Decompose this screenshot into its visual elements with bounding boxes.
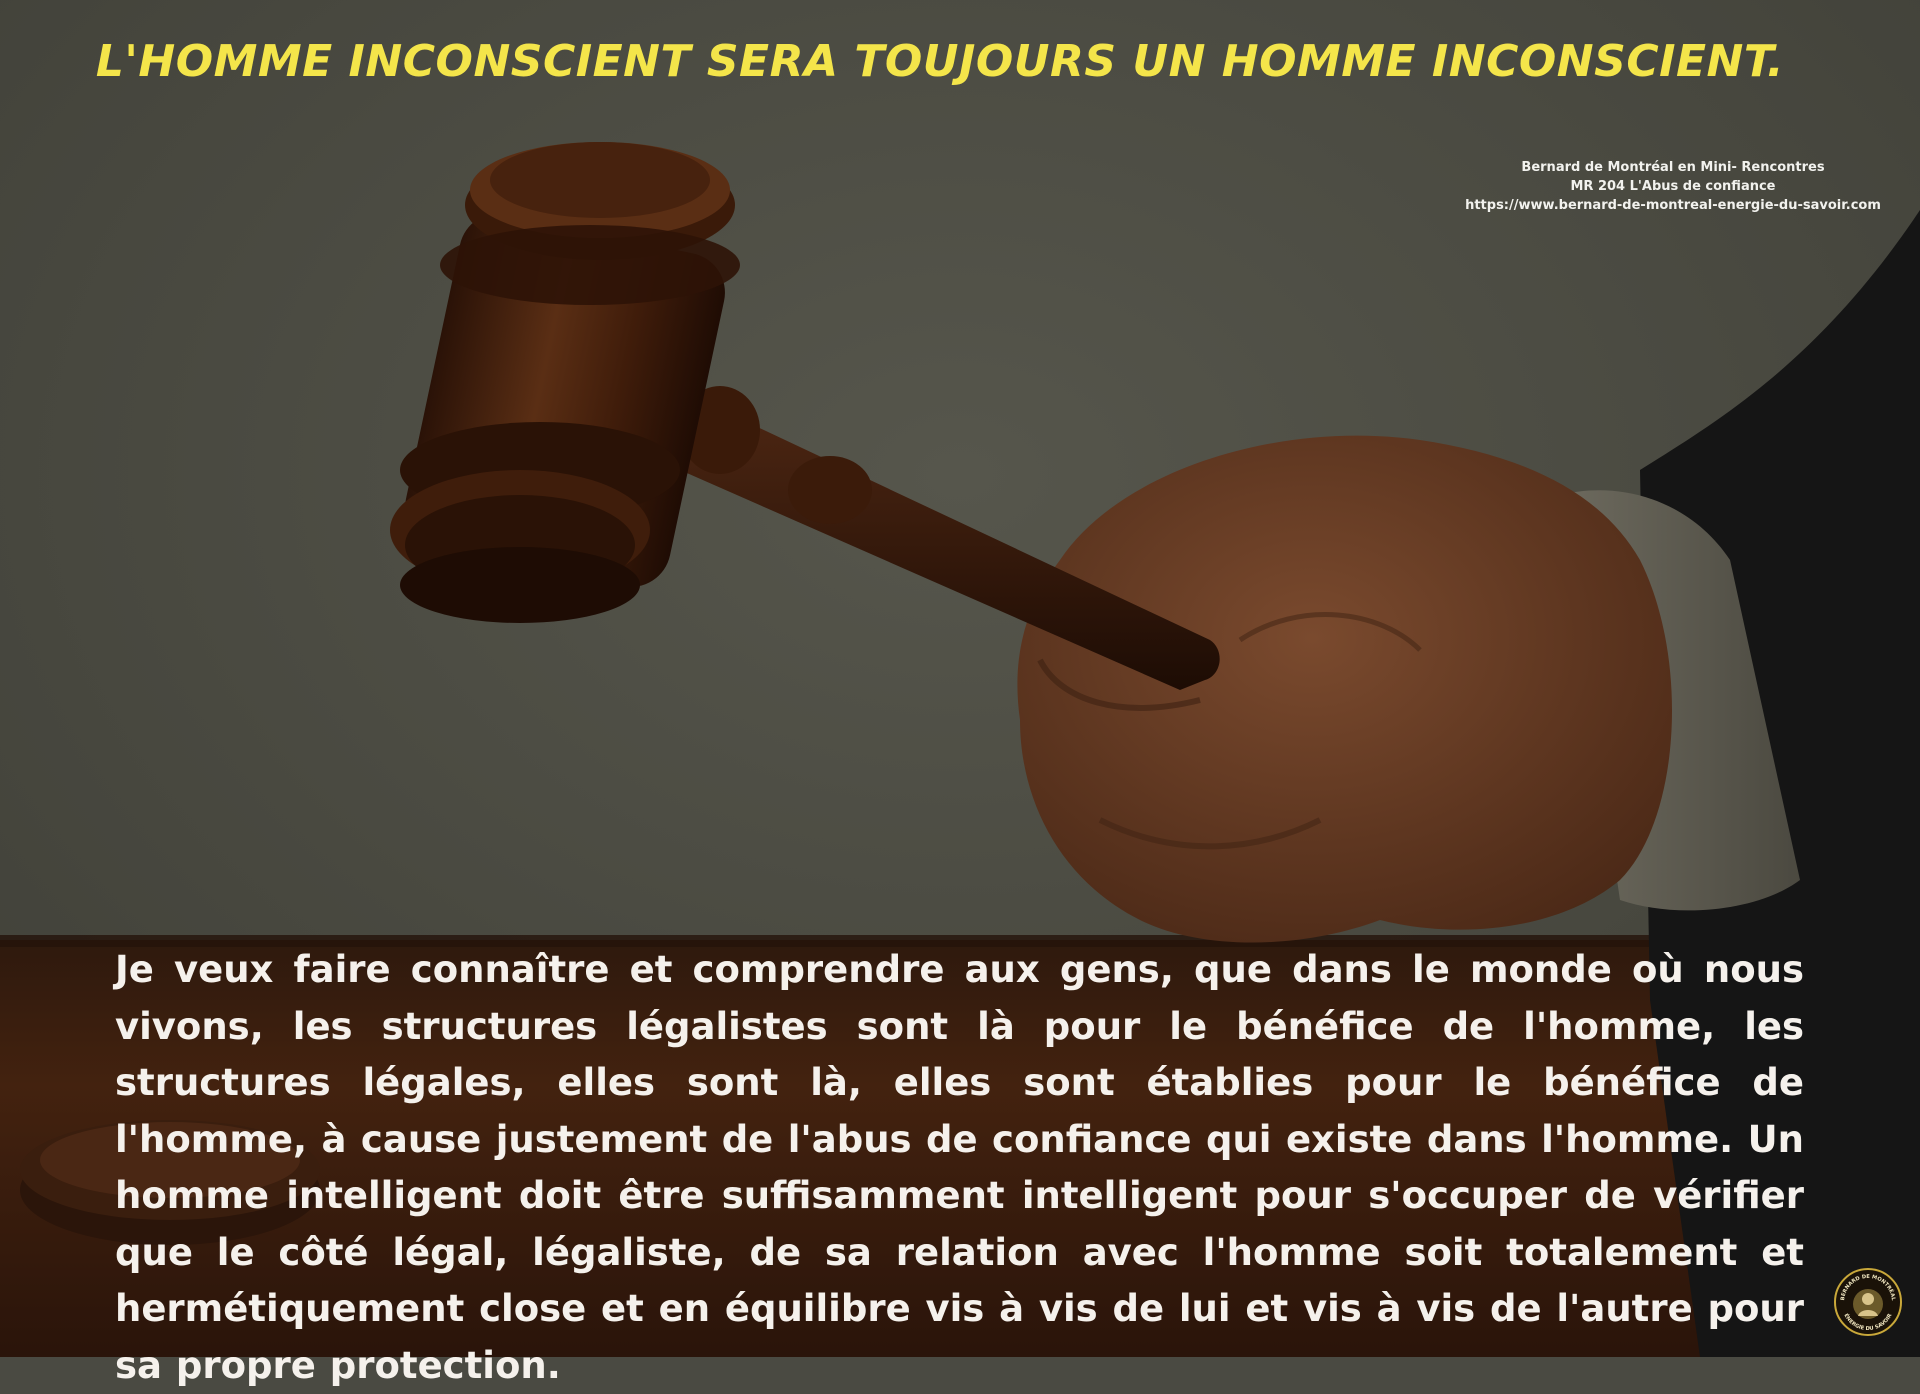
source-credits (1450, 158, 1896, 215)
credits-website: https://www.bernard-de-montreal-energie-du-savoir.com (1465, 198, 1881, 213)
svg-text:BERNARD DE MONTRÉAL: BERNARD DE MONTRÉAL (1839, 1273, 1896, 1301)
quote-text: Je veux faire connaître et comprendre aux gens, que dans le monde où nous vivons, les structures légalistes sont là pour le bénéfice de l'homme, les structures légales, elles sont là, elles sont établies pour le bénéfice de l'homme, à cause justement de l'abus de confiance qui existe dans l'homme. Un homme intelligent doit être suffisamment intelligent pour s'occuper de vérifier que le côté légal, légaliste, de sa relation avec l'homme soit totalement et hermétiquement close et en équilibre vis à vis de lui et vis à vis de l'autre pour sa propre protection. (115, 948, 1804, 1387)
svg-text:ÉNERGIE DU SAVOIR: ÉNERGIE DU SAVOIR (1842, 1312, 1894, 1333)
seal-logo-icon (1834, 1268, 1902, 1336)
page-title: L'HOMME INCONSCIENT SERA TOUJOURS UN HOMME INCONSCIENT. (95, 36, 1785, 87)
hand-icon (1017, 436, 1672, 943)
credits-author: Bernard de Montréal en Mini- Rencontres (1521, 160, 1825, 175)
credits-episode: MR 204 L'Abus de confiance (1570, 179, 1776, 194)
